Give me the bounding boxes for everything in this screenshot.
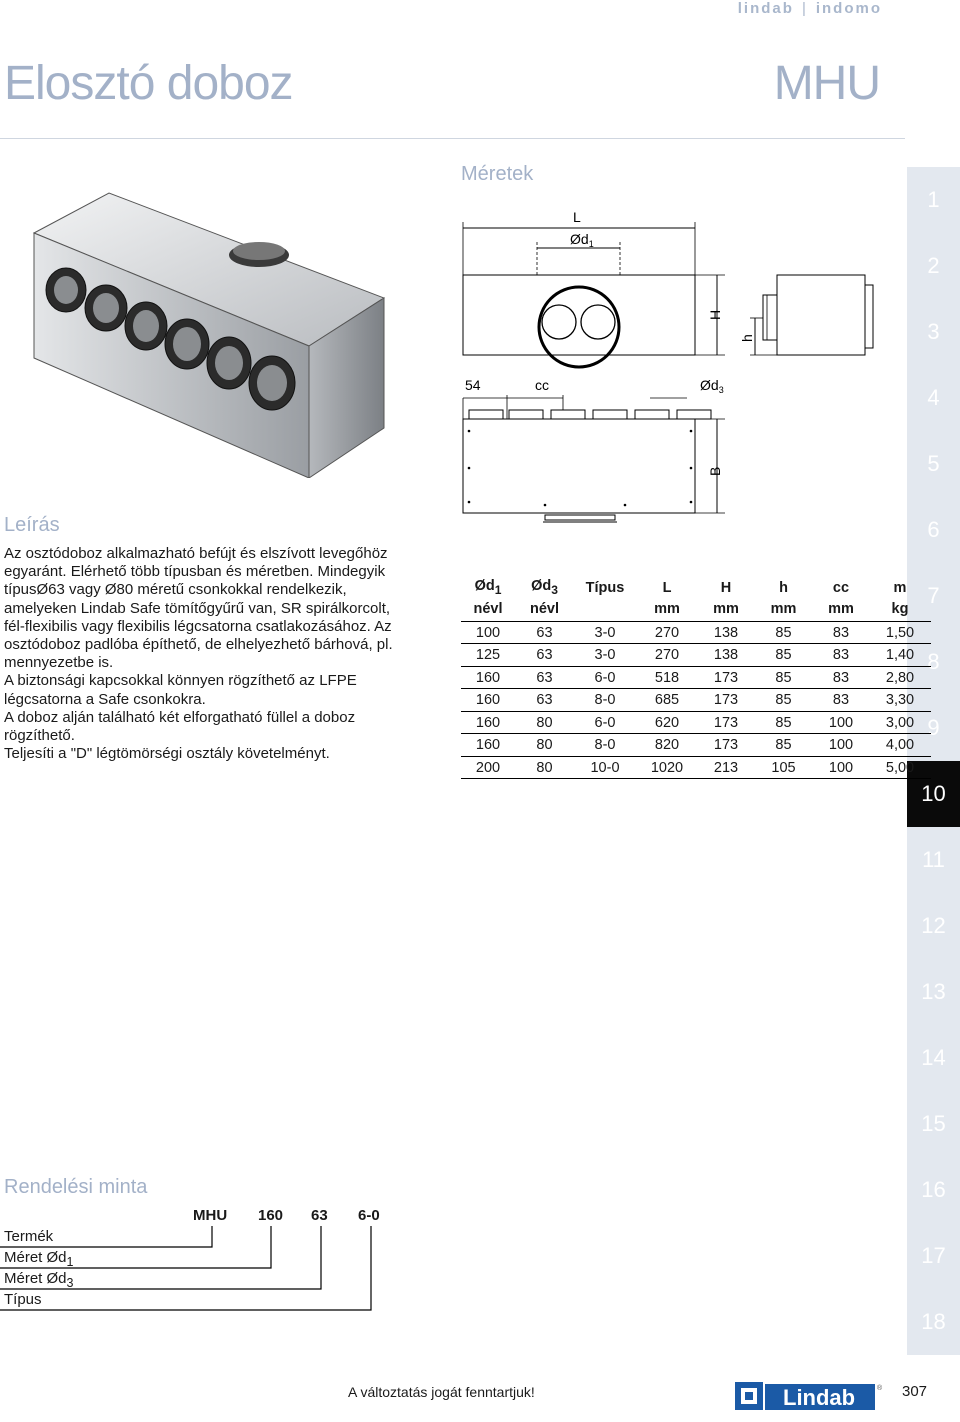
label-B: B [707,466,723,476]
table-unit-cell: kg [869,600,931,622]
table-cell: 518 [636,666,698,689]
table-cell: 100 [813,711,869,734]
table-header-cell: $Ød_1$ [474,578,502,597]
table-cell: 85 [754,621,813,644]
page-number: 307 [902,1383,928,1400]
table-cell: 85 [754,689,813,712]
table-cell: 2,80 [869,666,931,689]
table-cell: 6-0 [574,666,636,689]
table-cell: 83 [813,689,869,712]
lindab-logo [735,1380,885,1418]
table-row [461,621,931,644]
table-unit-cell: mm [754,600,813,622]
table-unit-cell: névl [461,600,515,622]
table-cell: 3-0 [574,644,636,667]
table-cell: 63 [515,644,574,667]
table-cell: 80 [515,756,574,779]
svg-text:Lindab: Lindab [783,1385,856,1410]
table-unit-cell: mm [636,600,698,622]
order-label-type: Típus [4,1291,42,1308]
table-cell: 63 [515,689,574,712]
table-row [461,756,931,779]
table-cell: 1,40 [869,644,931,667]
brand-lindab: lindab [737,0,794,17]
label-h: h [739,334,755,342]
footer-note: A változtatás jogát fenntartjuk! [348,1384,535,1400]
table-cell: 820 [636,734,698,757]
table-cell: 80 [515,734,574,757]
table-cell: 1,50 [869,621,931,644]
brand-indomo: indomo [815,0,882,17]
description-paragraph-4: Teljesíti a "D" légtömörségi osztály követelményt. [4,745,330,763]
table-cell: 138 [698,621,754,644]
label-d3: $Ød_3$ [700,377,724,395]
section-description-heading: Leírás [4,514,60,536]
table-cell: 270 [636,621,698,644]
table-cell: 6-0 [574,711,636,734]
chapter-index-9: 9 [907,695,960,761]
table-cell: 173 [698,666,754,689]
label-54: 54 [465,377,481,393]
order-label-d1: Méret $Ød_1$ [4,1249,74,1269]
table-unit-cell: névl [515,600,574,622]
chapter-index-16: 16 [907,1157,960,1223]
chapter-index-3: 3 [907,299,960,365]
table-row [461,734,931,757]
table-header-cell: Típus [585,579,625,596]
table-cell: 138 [698,644,754,667]
table-cell: 685 [636,689,698,712]
table-cell: 213 [698,756,754,779]
order-value-type: 6-0 [358,1207,380,1224]
label-cc: cc [535,377,549,393]
chapter-index-13: 13 [907,959,960,1025]
table-cell: 3-0 [574,621,636,644]
order-value-d3: 63 [311,1207,328,1224]
table-cell: 270 [636,644,698,667]
table-cell: 173 [698,689,754,712]
chapter-index-1: 1 [907,167,960,233]
label-L: L [573,209,581,225]
order-example [0,1200,400,1320]
label-d1: $Ød_1$ [570,231,594,249]
table-cell: 125 [461,644,515,667]
table-cell: 5,00 [869,756,931,779]
table-cell: 160 [461,734,515,757]
dimension-drawing [455,200,895,540]
table-header-cell: $Ød_3$ [531,578,558,597]
table-cell: 85 [754,666,813,689]
table-cell: 100 [813,756,869,779]
brand-separator: | [801,0,808,17]
table-cell: 83 [813,621,869,644]
table-row [461,644,931,667]
chapter-index-17: 17 [907,1223,960,1289]
description-paragraph-2: A biztonsági kapcsokkal könnyen rögzíthető az LFPE légcsatorna a Safe csonkokra. [4,672,357,708]
table-cell: 1020 [636,756,698,779]
order-label-d3: Méret $Ød_3$ [4,1270,74,1290]
chapter-index-8: 8 [907,629,960,695]
table-cell: 160 [461,711,515,734]
table-cell: 160 [461,689,515,712]
table-header-cell: cc [832,579,850,596]
description-paragraph-1: Az osztódoboz alkalmazható befújt és elszívott levegőhöz egyaránt. Elérhető több típusban és méretben. Mindegyik típusØ63 vagy Ø80 méretű csonkokkal rendelkezik, amelyeken Lindab Safe tömítőgyűrű van, SR spirálkorcolt, fél-flexibilis vagy flexibilis légcsatorna csatlakozásához. Az osztódoboz padlóba építhető, de elhelyezhető bárhová, pl. mennyezetbe is. [4,545,393,672]
table-header-cell: h [779,579,788,596]
header-divider [0,138,905,139]
chapter-index-6: 6 [907,497,960,563]
table-cell: 8-0 [574,689,636,712]
chapter-index-10: 10 [907,761,960,827]
product-code: MHU [773,57,880,110]
order-value-product: MHU [193,1207,228,1224]
table-cell: 85 [754,734,813,757]
chapter-index-5: 5 [907,431,960,497]
table-cell: 620 [636,711,698,734]
table-row [461,711,931,734]
chapter-index-4: 4 [907,365,960,431]
chapter-index-2: 2 [907,233,960,299]
table-cell: 63 [515,621,574,644]
table-unit-cell: mm [698,600,754,622]
table-cell: 200 [461,756,515,779]
chapter-index-12: 12 [907,893,960,959]
table-row [461,689,931,712]
chapter-index-14: 14 [907,1025,960,1091]
table-cell: 63 [515,666,574,689]
chapter-index-11: 11 [907,827,960,893]
table-cell: 85 [754,644,813,667]
table-cell: 100 [813,734,869,757]
label-H: H [707,309,723,320]
chapter-index-7: 7 [907,563,960,629]
brand-header [738,0,882,17]
table-cell: 80 [515,711,574,734]
table-cell: 3,00 [869,711,931,734]
table-header-cell: H [720,579,732,596]
table-cell: 100 [461,621,515,644]
table-cell: 4,00 [869,734,931,757]
order-label-product: Termék [4,1228,54,1245]
table-unit-cell: mm [813,600,869,622]
table-cell: 3,30 [869,689,931,712]
svg-text:®: ® [877,1385,883,1392]
table-cell: 8-0 [574,734,636,757]
table-cell: 85 [754,711,813,734]
table-header-cell: m [893,579,907,596]
specification-table [461,577,931,779]
section-order-heading: Rendelési minta [4,1176,148,1198]
section-dimensions-heading: Méretek [461,163,534,185]
order-value-d1: 160 [258,1207,284,1224]
table-unit-cell [574,600,636,622]
table-row [461,666,931,689]
table-cell: 83 [813,644,869,667]
table-cell: 10-0 [574,756,636,779]
table-cell: 173 [698,734,754,757]
chapter-index-15: 15 [907,1091,960,1157]
product-photo [14,178,414,478]
table-cell: 105 [754,756,813,779]
table-cell: 173 [698,711,754,734]
chapter-index-18: 18 [907,1289,960,1355]
table-cell: 160 [461,666,515,689]
description-text [4,545,414,763]
page-title: Elosztó doboz [4,57,293,110]
table-header-cell: L [662,579,672,596]
description-paragraph-3: A doboz alján található két elforgatható füllel a doboz rögzíthető. [4,708,356,745]
table-cell: 83 [813,666,869,689]
